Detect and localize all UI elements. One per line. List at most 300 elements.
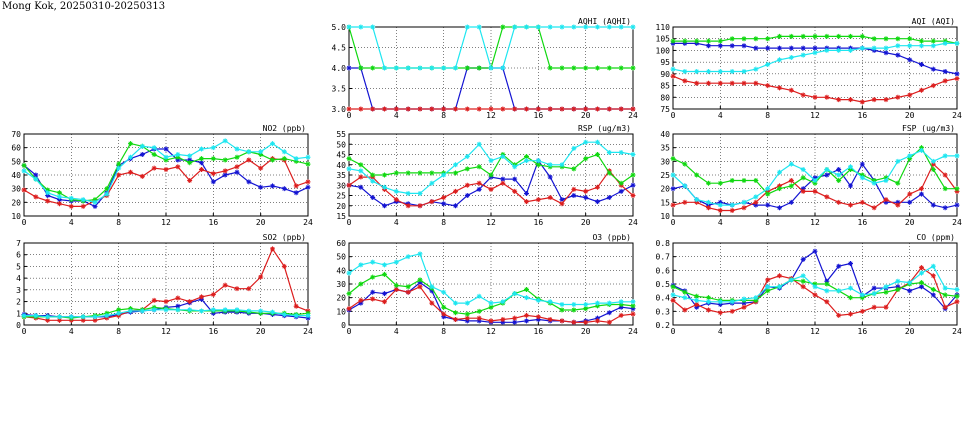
data-point <box>512 25 517 30</box>
x-tick-label: 0 <box>21 327 27 336</box>
data-point <box>860 175 865 180</box>
y-tick-label: 50 <box>336 252 346 262</box>
data-point <box>294 304 299 309</box>
data-point <box>477 294 482 299</box>
x-tick-label: 12 <box>161 327 171 336</box>
data-point <box>955 203 960 208</box>
y-tick-label: 60 <box>11 143 21 153</box>
y-tick-label: 0.4 <box>655 293 670 303</box>
data-point <box>718 81 723 86</box>
x-tick-label: 4 <box>393 111 399 120</box>
y-tick-label: 110 <box>655 23 670 32</box>
y-tick-label: 7 <box>16 239 21 248</box>
data-point <box>694 81 699 86</box>
data-point <box>524 199 529 204</box>
data-point <box>128 155 133 160</box>
data-point <box>631 193 636 198</box>
data-point <box>370 195 375 200</box>
data-point <box>560 318 565 323</box>
data-point <box>382 299 387 304</box>
data-point <box>907 43 912 48</box>
data-point <box>489 107 494 112</box>
data-point <box>671 173 676 178</box>
data-point <box>571 166 576 171</box>
data-point <box>872 205 877 210</box>
data-point <box>500 299 505 304</box>
data-point <box>223 168 228 173</box>
data-point <box>919 39 924 44</box>
data-point <box>742 43 747 48</box>
y-tick-label: 3 <box>16 285 21 295</box>
data-point <box>258 166 263 171</box>
x-tick-label: 8 <box>116 218 122 227</box>
data-point <box>583 156 588 161</box>
data-point <box>595 107 600 112</box>
data-point <box>358 107 363 112</box>
data-point <box>223 157 228 162</box>
data-point <box>753 36 758 41</box>
data-point <box>801 175 806 180</box>
data-point <box>836 288 841 293</box>
y-tick-label: 10 <box>660 212 670 221</box>
data-point <box>824 173 829 178</box>
y-tick-label: 45 <box>336 150 346 160</box>
data-point <box>694 69 699 74</box>
data-point <box>848 203 853 208</box>
data-point <box>801 284 806 289</box>
data-point <box>548 107 553 112</box>
data-point <box>907 288 912 293</box>
data-point <box>465 154 470 159</box>
x-tick-label: 16 <box>533 111 544 120</box>
data-point <box>128 170 133 175</box>
data-point <box>706 43 711 48</box>
data-point <box>730 309 735 314</box>
data-point <box>270 183 275 188</box>
x-tick-label: 16 <box>857 327 868 336</box>
chart-o3 <box>336 233 638 336</box>
x-tick-label: 12 <box>486 111 496 120</box>
data-point <box>560 66 565 71</box>
data-point <box>294 183 299 188</box>
x-tick-label: 20 <box>580 218 591 227</box>
chart-fsp <box>660 124 962 227</box>
data-point <box>718 69 723 74</box>
data-point <box>836 178 841 183</box>
data-point <box>682 200 687 205</box>
data-point <box>718 208 723 213</box>
data-point <box>258 274 263 279</box>
y-tick-label: 2 <box>16 297 21 307</box>
data-point <box>69 196 74 201</box>
data-point <box>152 307 157 312</box>
data-point <box>370 107 375 112</box>
data-point <box>429 284 434 289</box>
chart-title: RSP (ug/m3) <box>578 124 631 133</box>
data-point <box>694 39 699 44</box>
data-point <box>477 181 482 186</box>
data-point <box>116 311 121 316</box>
data-point <box>441 312 446 317</box>
x-tick-label: 16 <box>857 218 868 227</box>
y-tick-label: 4.0 <box>331 64 346 73</box>
data-point <box>848 183 853 188</box>
x-tick-label: 20 <box>904 218 915 227</box>
data-point <box>753 46 758 51</box>
data-point <box>429 181 434 186</box>
data-point <box>477 66 482 71</box>
data-point <box>406 107 411 112</box>
data-point <box>895 181 900 186</box>
data-point <box>789 34 794 39</box>
x-tick-label: 0 <box>670 111 676 120</box>
data-point <box>607 66 612 71</box>
data-point <box>955 186 960 191</box>
data-point <box>631 299 636 304</box>
x-tick-label: 16 <box>857 111 868 120</box>
data-point <box>836 264 841 269</box>
data-point <box>500 317 505 322</box>
data-point <box>500 154 505 159</box>
data-point <box>22 313 27 318</box>
data-point <box>347 25 352 30</box>
data-point <box>81 314 86 319</box>
chart-title: NO2 (ppb) <box>262 124 306 133</box>
data-point <box>931 67 936 72</box>
data-point <box>441 173 446 178</box>
data-point <box>943 186 948 191</box>
data-point <box>465 107 470 112</box>
data-point <box>548 162 553 167</box>
data-point <box>512 189 517 194</box>
data-point <box>583 66 588 71</box>
data-point <box>175 164 180 169</box>
data-point <box>595 152 600 157</box>
data-point <box>524 295 529 300</box>
data-point <box>140 308 145 313</box>
y-tick-label: 25 <box>336 191 346 201</box>
data-point <box>211 179 216 184</box>
x-tick-label: 4 <box>68 327 74 336</box>
data-point <box>418 203 423 208</box>
data-point <box>347 183 352 188</box>
data-point <box>955 299 960 304</box>
data-point <box>682 39 687 44</box>
x-tick-label: 16 <box>208 327 219 336</box>
data-point <box>607 150 612 155</box>
data-point <box>246 308 251 313</box>
data-point <box>489 187 494 192</box>
data-point <box>943 153 948 158</box>
data-point <box>872 181 877 186</box>
data-point <box>394 107 399 112</box>
y-tick-label: 15 <box>336 212 346 221</box>
data-point <box>187 307 192 312</box>
data-point <box>694 173 699 178</box>
y-tick-label: 40 <box>660 130 670 139</box>
y-tick-label: 0.5 <box>655 280 670 289</box>
data-point <box>730 43 735 48</box>
data-point <box>730 178 735 183</box>
data-point <box>836 34 841 39</box>
x-tick-label: 16 <box>208 218 219 227</box>
data-point <box>258 149 263 154</box>
data-point <box>631 183 636 188</box>
data-point <box>706 39 711 44</box>
data-point <box>489 173 494 178</box>
data-point <box>524 318 529 323</box>
data-point <box>895 95 900 100</box>
y-tick-label: 1 <box>16 309 21 319</box>
data-point <box>860 34 865 39</box>
data-point <box>394 189 399 194</box>
x-tick-label: 12 <box>810 111 820 120</box>
data-point <box>477 25 482 30</box>
data-point <box>571 193 576 198</box>
data-point <box>175 307 180 312</box>
data-point <box>358 25 363 30</box>
data-point <box>872 46 877 51</box>
data-point <box>884 97 889 102</box>
y-tick-label: 20 <box>336 201 346 211</box>
data-point <box>429 170 434 175</box>
data-point <box>81 197 86 202</box>
chart-title: O3 (ppb) <box>592 233 631 242</box>
y-tick-label: 10 <box>336 307 346 317</box>
data-point <box>370 66 375 71</box>
x-tick-label: 8 <box>441 327 447 336</box>
data-point <box>223 283 228 288</box>
data-point <box>489 66 494 71</box>
y-tick-label: 75 <box>660 105 670 114</box>
data-point <box>347 291 352 296</box>
data-point <box>718 39 723 44</box>
data-point <box>258 185 263 190</box>
data-point <box>306 179 311 184</box>
data-point <box>789 88 794 93</box>
data-point <box>907 200 912 205</box>
y-tick-label: 0.7 <box>655 252 670 262</box>
y-tick-label: 20 <box>660 184 670 194</box>
data-point <box>595 66 600 71</box>
data-point <box>682 183 687 188</box>
data-point <box>813 249 818 254</box>
y-tick-label: 60 <box>336 239 346 248</box>
data-point <box>801 279 806 284</box>
data-point <box>931 264 936 269</box>
data-point <box>500 107 505 112</box>
data-point <box>607 310 612 315</box>
data-point <box>619 25 624 30</box>
data-point <box>477 142 482 147</box>
data-point <box>777 186 782 191</box>
y-tick-label: 30 <box>336 280 346 289</box>
data-point <box>919 43 924 48</box>
data-point <box>753 194 758 199</box>
data-point <box>418 170 423 175</box>
data-point <box>595 301 600 306</box>
data-point <box>919 280 924 285</box>
data-point <box>706 205 711 210</box>
y-tick-label: 40 <box>336 266 346 276</box>
data-point <box>358 66 363 71</box>
data-point <box>955 76 960 81</box>
data-point <box>919 88 924 93</box>
data-point <box>560 302 565 307</box>
data-point <box>631 173 636 178</box>
data-point <box>358 262 363 267</box>
data-point <box>955 41 960 46</box>
data-point <box>884 284 889 289</box>
data-point <box>140 144 145 149</box>
data-point <box>872 286 877 291</box>
data-point <box>813 50 818 55</box>
x-tick-label: 0 <box>670 218 676 227</box>
data-point <box>848 295 853 300</box>
data-point <box>813 95 818 100</box>
data-point <box>813 178 818 183</box>
data-point <box>358 298 363 303</box>
y-tick-label: 80 <box>660 93 670 103</box>
data-point <box>524 191 529 196</box>
y-tick-label: 35 <box>660 143 670 153</box>
data-point <box>753 178 758 183</box>
data-point <box>93 314 98 319</box>
data-point <box>619 107 624 112</box>
data-point <box>671 292 676 297</box>
data-point <box>919 192 924 197</box>
data-point <box>152 298 157 303</box>
data-point <box>619 313 624 318</box>
data-point <box>860 99 865 104</box>
data-point <box>631 66 636 71</box>
data-point <box>246 286 251 291</box>
data-point <box>33 194 38 199</box>
data-point <box>765 186 770 191</box>
data-point <box>836 200 841 205</box>
data-point <box>824 299 829 304</box>
data-point <box>571 146 576 151</box>
data-point <box>801 92 806 97</box>
data-point <box>235 286 240 291</box>
y-tick-label: 30 <box>11 184 21 194</box>
data-point <box>93 200 98 205</box>
data-point <box>801 167 806 172</box>
data-point <box>512 164 517 169</box>
data-point <box>441 201 446 206</box>
x-tick-label: 4 <box>717 327 723 336</box>
data-point <box>824 48 829 53</box>
data-point <box>536 158 541 163</box>
data-point <box>382 107 387 112</box>
chart-co <box>656 233 962 336</box>
data-point <box>571 320 576 325</box>
data-point <box>560 162 565 167</box>
data-point <box>235 147 240 152</box>
data-point <box>682 295 687 300</box>
data-point <box>824 95 829 100</box>
y-tick-label: 0 <box>16 321 21 330</box>
data-point <box>306 155 311 160</box>
chart-no2 <box>11 124 313 227</box>
y-tick-label: 20 <box>336 293 346 303</box>
data-point <box>919 148 924 153</box>
data-point <box>418 277 423 282</box>
data-point <box>199 308 204 313</box>
data-point <box>848 164 853 169</box>
data-point <box>824 167 829 172</box>
data-point <box>453 203 458 208</box>
data-point <box>560 25 565 30</box>
chart-title: AQI (AQI) <box>911 17 955 26</box>
data-point <box>453 310 458 315</box>
data-point <box>919 265 924 270</box>
data-point <box>358 185 363 190</box>
data-point <box>536 314 541 319</box>
data-point <box>671 39 676 44</box>
x-tick-label: 12 <box>161 218 171 227</box>
data-point <box>718 310 723 315</box>
data-point <box>347 156 352 161</box>
data-point <box>406 284 411 289</box>
data-point <box>116 166 121 171</box>
y-tick-label: 30 <box>336 181 346 191</box>
data-point <box>631 152 636 157</box>
data-point <box>931 43 936 48</box>
data-point <box>453 162 458 167</box>
data-point <box>607 170 612 175</box>
data-point <box>860 200 865 205</box>
data-point <box>836 167 841 172</box>
y-tick-label: 5 <box>16 262 21 272</box>
y-tick-label: 0.2 <box>655 321 670 330</box>
y-tick-label: 4 <box>16 274 21 284</box>
data-point <box>848 48 853 53</box>
x-tick-label: 8 <box>441 218 447 227</box>
x-tick-label: 24 <box>628 111 638 120</box>
y-tick-label: 20 <box>11 198 21 208</box>
data-point <box>836 173 841 178</box>
chart-title: FSP (ug/m3) <box>902 124 955 133</box>
y-tick-label: 100 <box>655 46 670 56</box>
data-point <box>753 200 758 205</box>
data-point <box>848 286 853 291</box>
y-tick-label: 15 <box>660 198 670 208</box>
data-point <box>394 197 399 202</box>
data-point <box>718 43 723 48</box>
data-point <box>370 290 375 295</box>
x-tick-label: 8 <box>765 327 771 336</box>
data-point <box>370 25 375 30</box>
data-point <box>358 162 363 167</box>
data-point <box>730 69 735 74</box>
y-tick-label: 3.0 <box>331 105 346 114</box>
data-point <box>619 189 624 194</box>
data-point <box>682 69 687 74</box>
data-point <box>919 62 924 67</box>
data-point <box>706 200 711 205</box>
data-point <box>765 277 770 282</box>
data-point <box>789 178 794 183</box>
data-point <box>955 71 960 76</box>
data-point <box>477 309 482 314</box>
data-point <box>453 107 458 112</box>
data-point <box>57 201 62 206</box>
data-point <box>347 66 352 71</box>
data-point <box>211 292 216 297</box>
data-point <box>955 294 960 299</box>
data-point <box>382 272 387 277</box>
